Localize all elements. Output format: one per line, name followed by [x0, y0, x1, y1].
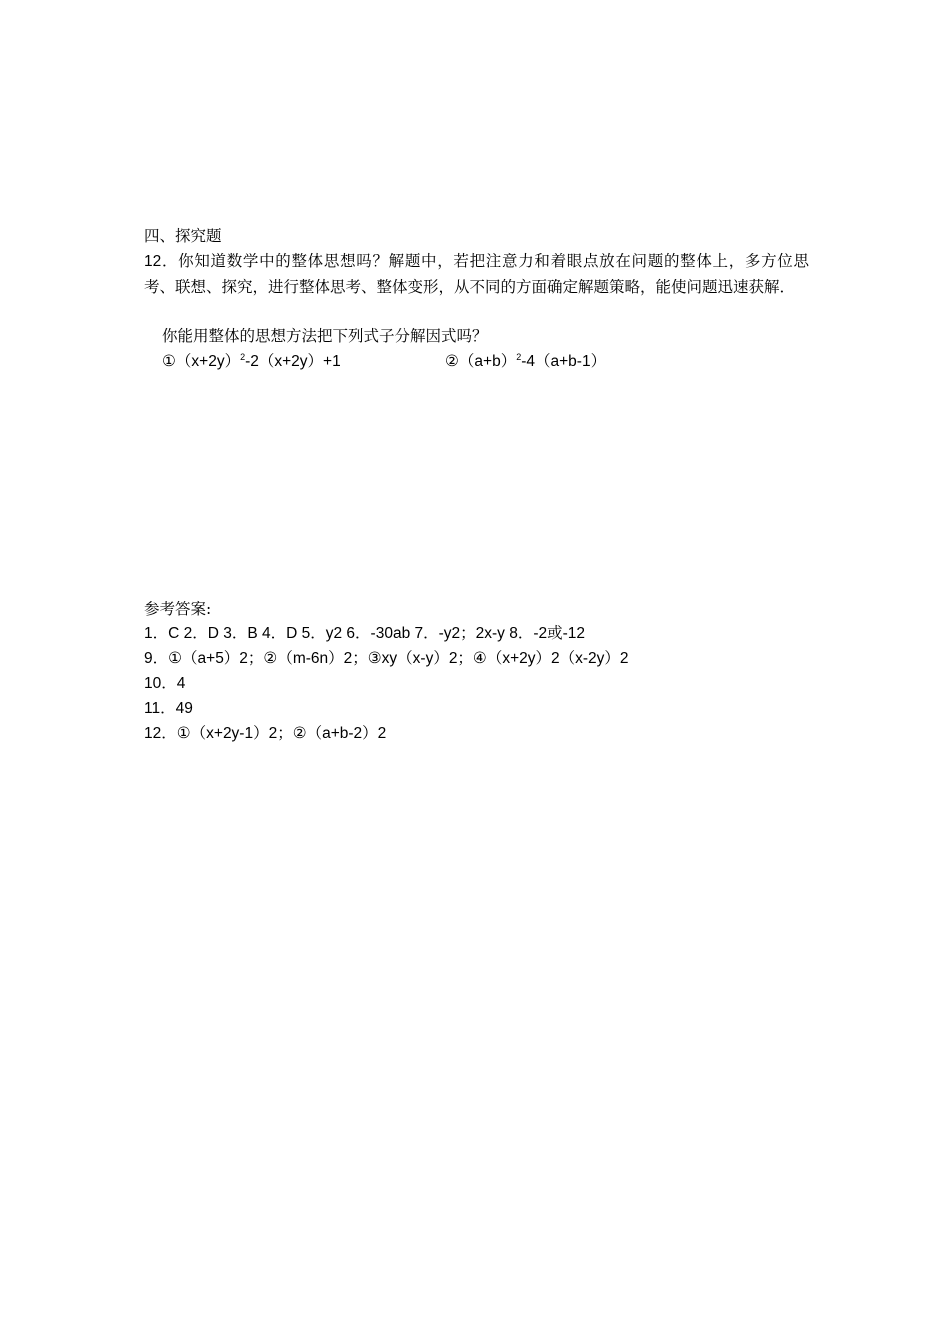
- answer-line-1: 1．C 2．D 3．B 4．D 5．y2 6．-30ab 7．-y2；2x-y 8．-2或-12: [144, 625, 586, 642]
- question-text: ．你知道数学中的整体思想吗？解题中，若把注意力和着眼点放在问题的整体上，多方位思考、联想、探究，进行整体思考、整体变形，从不同的方面确定解题策略，能使问题迅速获解．: [144, 252, 809, 296]
- expression-1: $①(x+2y)^2-2(x+2y)+1$: [162, 352, 341, 370]
- answer-line-2: 9．①（a+5）2；②（m-6n）2；③xy（x-y）2；④（x+2y）2（x-2y）2: [144, 650, 629, 667]
- section-heading: 四、探究题: [144, 227, 222, 245]
- question-number: 12: [144, 253, 162, 270]
- question-prompt: 你能用整体的思想方法把下列式子分解因式吗？: [162, 327, 488, 345]
- answer-line-4: 11．49: [144, 700, 193, 717]
- expression-2: $②(a+b)^2-4(a+b-1)$: [445, 352, 607, 370]
- answer-line-5: 12．①（x+2y-1）2；②（a+b-2）2: [144, 725, 387, 742]
- question-12-paragraph: [144, 249, 809, 300]
- answers-heading: 参考答案:: [144, 600, 212, 618]
- expression-row: [162, 350, 607, 374]
- answer-line-3: 10．4: [144, 675, 186, 692]
